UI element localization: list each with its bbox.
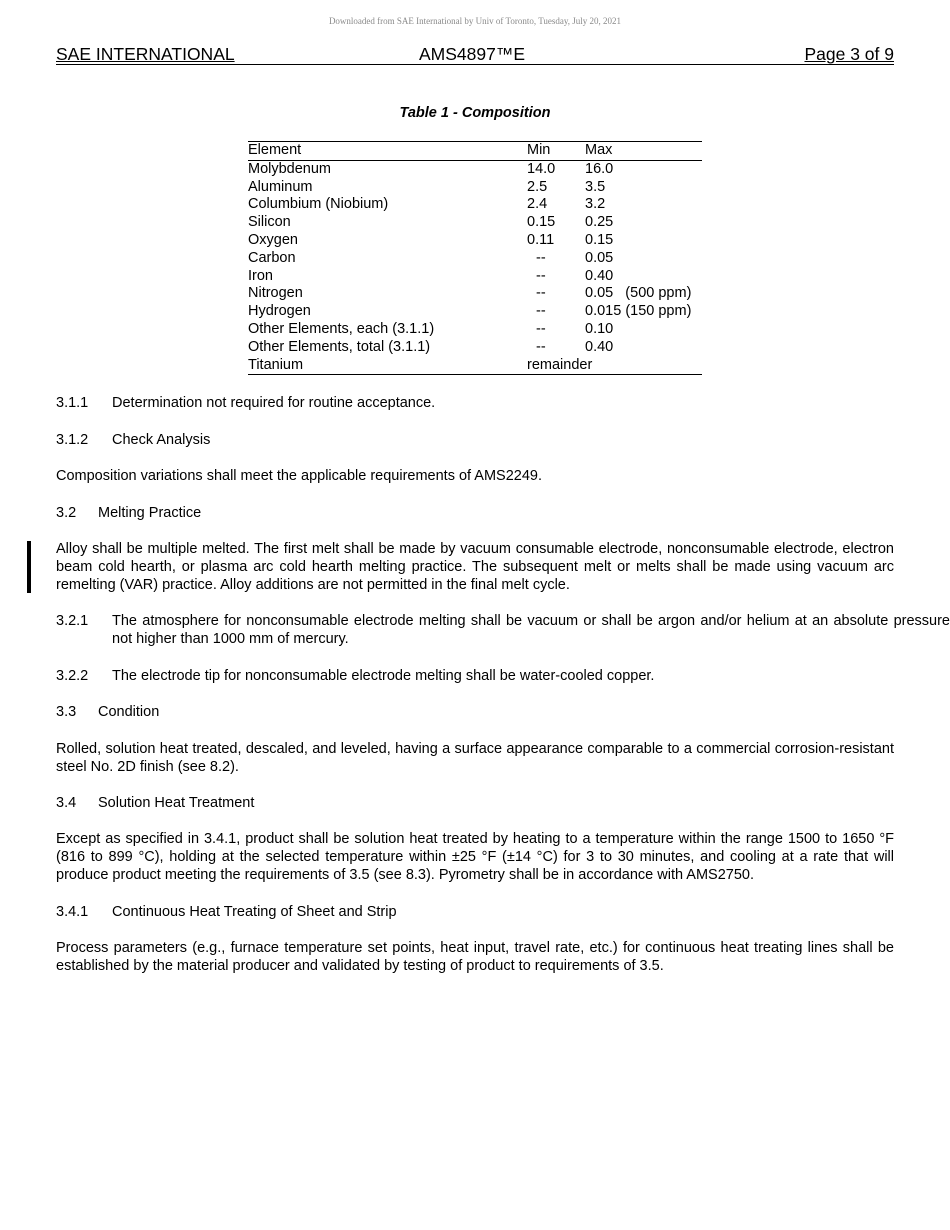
table-row [248,321,702,339]
table-row [248,303,702,321]
cell-min: remainder [527,356,593,373]
column-header-min: Min [527,142,551,158]
cell-max: 0.05 (500 ppm) [585,285,692,302]
paragraph-check-analysis: Composition variations shall meet the applicable requirements of AMS2249. [56,468,543,484]
table-header-row [248,142,702,161]
table-row [248,214,702,232]
section-3-2-heading [56,504,894,522]
cell-min: -- [536,249,546,266]
table-row [248,268,702,286]
section-3-1-2-heading [56,431,894,449]
section-heading: Solution Heat Treatment [98,795,255,811]
cell-element: Oxygen [248,231,298,248]
cell-min: -- [536,303,546,320]
cell-max: 0.40 [585,338,614,355]
cell-min: -- [536,267,546,284]
revision-change-bar [27,541,31,593]
table-row [248,339,702,357]
cell-element: Other Elements, total (3.1.1) [248,338,431,355]
header-document-number: AMS4897™E [419,44,526,64]
section-heading: Check Analysis [112,432,211,448]
cell-min: 0.11 [527,231,555,248]
cell-element: Carbon [248,249,296,266]
section-number: 3.2.2 [56,668,89,684]
column-header-element: Element [248,142,302,158]
section-number: 3.2.1 [56,613,89,629]
cell-element: Other Elements, each (3.1.1) [248,320,435,337]
header-page-number: Page 3 of 9 [804,44,894,64]
paragraph-condition: Rolled, solution heat treated, descaled, and leveled, having a surface appearance comparable to a commercial corrosion-resistant steel No. 2D finish (see 8.2). [56,741,894,775]
paragraph-continuous-heat-treating: Process parameters (e.g., furnace temperature set points, heat input, travel rate, etc.) for continuous heat treating lines shall be established by the material producer and validated by testing of product to requirements of 3.5. [56,940,894,974]
section-3-2-1 [56,612,950,648]
section-3-4-heading [56,794,894,812]
section-3-2-2 [56,667,894,685]
section-3-1-1 [56,394,894,412]
cell-max: 0.25 [585,214,614,231]
cell-min: 2.5 [527,178,548,195]
table-row [248,357,702,375]
cell-min: -- [536,338,546,355]
section-3-4-1-heading [56,903,894,921]
column-header-max: Max [585,142,613,158]
section-number: 3.2 [56,505,77,521]
cell-max: 0.15 [585,231,614,248]
table-row [248,179,702,197]
cell-max: 0.10 [585,320,614,337]
section-heading: Condition [98,704,160,720]
table-row [248,285,702,303]
download-watermark: Downloaded from SAE International by Univ of Toronto, Tuesday, July 20, 2021 [328,16,622,26]
section-text: The atmosphere for nonconsumable electrode melting shall be vacuum or shall be argon and/or helium at an absolute pressure not higher than 1000 mm of mercury. [112,613,950,647]
cell-element: Hydrogen [248,303,311,320]
cell-max: 0.05 [585,249,614,266]
paragraph-melting-practice: Alloy shall be multiple melted. The first melt shall be made by vacuum consumable electrode, nonconsumable electrode, electron beam cold hearth, or plasma arc cold hearth melting practice. The subsequent melt or melts shall be made using vacuum arc remelting (VAR) practice. Alloy additions are not permitted in the final melt cycle. [56,541,894,593]
section-number: 3.3 [56,704,77,720]
composition-table [248,141,702,375]
cell-max: 3.2 [585,196,606,213]
section-number: 3.1.2 [56,432,89,448]
section-number: 3.4 [56,795,77,811]
section-text: The electrode tip for nonconsumable electrode melting shall be water-cooled copper. [112,668,655,684]
cell-element: Molybdenum [248,160,332,177]
cell-element: Titanium [248,356,304,373]
table-row [248,160,702,178]
cell-min: 0.15 [527,214,556,231]
cell-min: 2.4 [527,196,548,213]
section-number: 3.1.1 [56,395,89,411]
paragraph-solution-heat-treatment: Except as specified in 3.4.1, product shall be solution heat treated by heating to a temperature within the range 1500 to 1650 °F (816 to 899 °C), holding at the selected temperature within ±25 °F (±14 °C) for 3 to 30 minutes, and cooling at a rate that will produce product meeting the requirements of 3.5 (see 8.3). Pyrometry shall be in accordance with AMS2750. [56,831,894,883]
cell-max: 0.40 [585,267,614,284]
cell-min: -- [536,285,546,302]
section-3-3-heading [56,703,894,721]
cell-element: Silicon [248,214,291,231]
section-heading: Melting Practice [98,505,202,521]
cell-max: 16.0 [585,160,614,177]
table-title: Table 1 - Composition [399,105,551,121]
cell-element: Iron [248,267,273,284]
section-number: 3.4.1 [56,904,89,920]
cell-max: 0.015 (150 ppm) [585,303,692,320]
header-publisher: SAE INTERNATIONAL [56,44,235,64]
table-row [248,250,702,268]
cell-element: Columbium (Niobium) [248,196,389,213]
cell-min: 14.0 [527,160,556,177]
cell-min: -- [536,320,546,337]
table-row [248,232,702,250]
page-header [56,44,894,65]
table-row [248,196,702,214]
cell-element: Nitrogen [248,285,303,302]
section-text: Determination not required for routine acceptance. [112,395,436,411]
cell-element: Aluminum [248,178,313,195]
cell-max: 3.5 [585,178,606,195]
section-heading: Continuous Heat Treating of Sheet and Strip [112,904,397,920]
